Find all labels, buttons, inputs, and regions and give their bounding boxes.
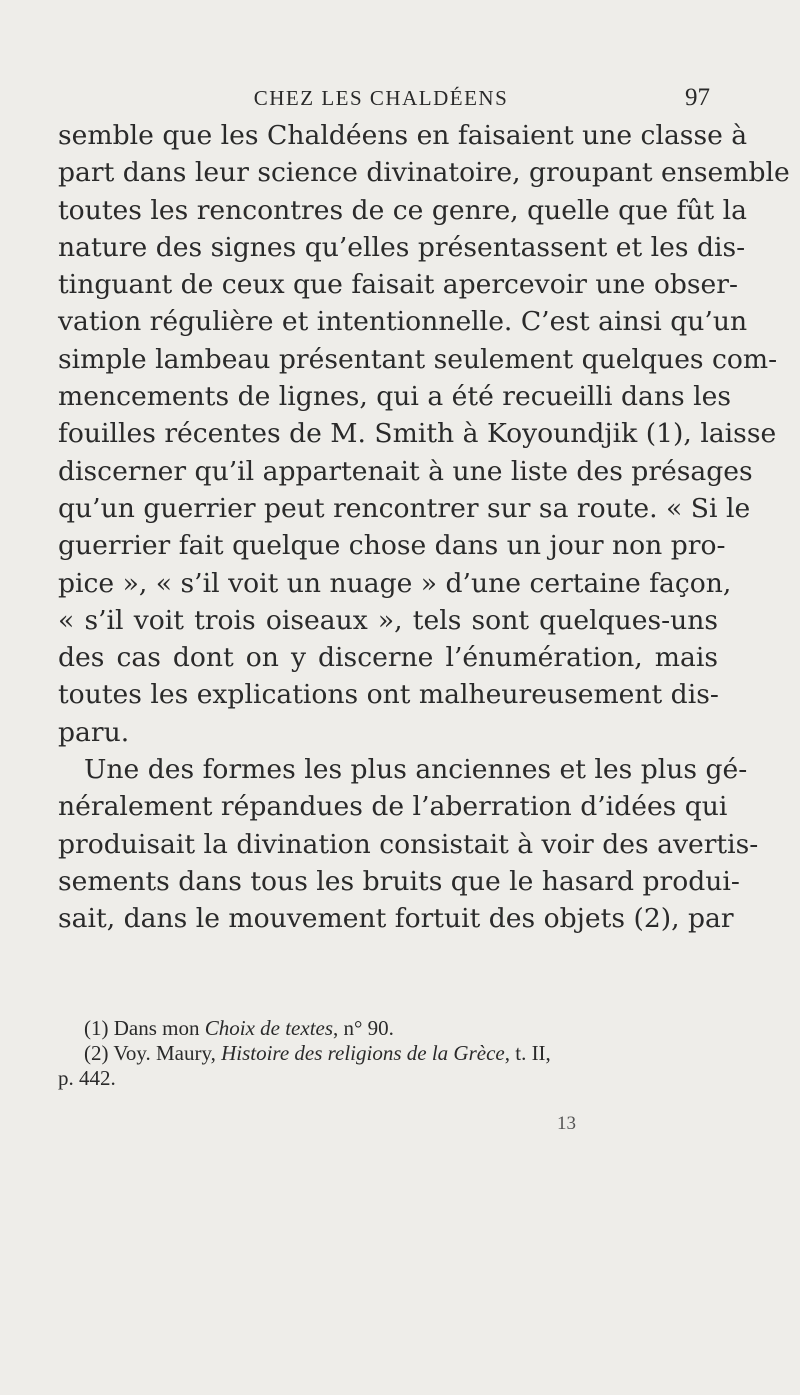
footnote-prefix: (1) Dans mon (84, 1016, 205, 1040)
text-line: produisait la divination consistait à voir des avertis- (58, 828, 759, 860)
text-line: fouilles récentes de M. Smith à Koyoundjik (1), laisse (58, 418, 777, 450)
text-line: « s’il voit trois oiseaux », tels sont quelques-uns (58, 604, 718, 636)
text-line: part dans leur science divinatoire, groupant ensemble (58, 157, 790, 189)
running-head (56, 84, 710, 114)
signature-mark: 13 (557, 1113, 576, 1134)
text-line: guerrier fait quelque chose dans un jour non pro- (58, 530, 726, 562)
text-line: qu’un guerrier peut rencontrer sur sa route. « Si le (58, 492, 751, 524)
text-line: tinguant de ceux que faisait apercevoir une obser- (58, 269, 738, 301)
text-line: des cas dont on y discerne l’énumération, mais (58, 642, 718, 674)
text-line: discerner qu’il appartenait à une liste des présages (58, 455, 753, 487)
footnote-suffix: , n° 90. (333, 1016, 394, 1040)
paragraph-start-line: Une des formes les plus anciennes et les plus gé- (84, 754, 748, 786)
footnote-2 (58, 1041, 718, 1066)
footnote-suffix: , t. II, (504, 1041, 551, 1065)
text-line: néralement répandues de l’aberration d’idées qui (58, 791, 728, 823)
text-line: simple lambeau présentant seulement quelques com- (58, 343, 778, 375)
body-text (58, 117, 790, 938)
text-line: toutes les rencontres de ce genre, quelle que fût la (58, 194, 747, 226)
footnotes (58, 1016, 718, 1091)
text-line: sait, dans le mouvement fortuit des objets (2), par (58, 903, 734, 935)
footnote-title: Choix de textes (204, 1016, 334, 1040)
footnote-prefix: p. 442. (58, 1066, 116, 1090)
text-line: sements dans tous les bruits que le hasard produi- (58, 865, 740, 897)
footnote-1 (58, 1016, 718, 1041)
page-number: 97 (685, 84, 710, 111)
footnote-prefix: (2) Voy. Maury, (84, 1041, 222, 1065)
text-line: semble que les Chaldéens en faisaient une classe à (58, 120, 748, 151)
text-line: paru. (58, 716, 130, 748)
text-line: toutes les explications ont malheureusement dis- (58, 679, 719, 711)
text-line: nature des signes qu’elles présentassent et les dis- (58, 231, 746, 263)
text-line: vation régulière et intentionnelle. C’est ainsi qu’un (58, 306, 748, 338)
footnote-2-continuation (58, 1066, 718, 1091)
text-line: mencements de lignes, qui a été recueilli dans les (58, 381, 731, 413)
footnote-title: Histoire des religions de la Grèce (221, 1041, 505, 1065)
running-title: CHEZ LES CHALDÉENS (253, 86, 509, 110)
text-line: pice », « s’il voit un nuage » d’une certaine façon, (58, 567, 732, 599)
